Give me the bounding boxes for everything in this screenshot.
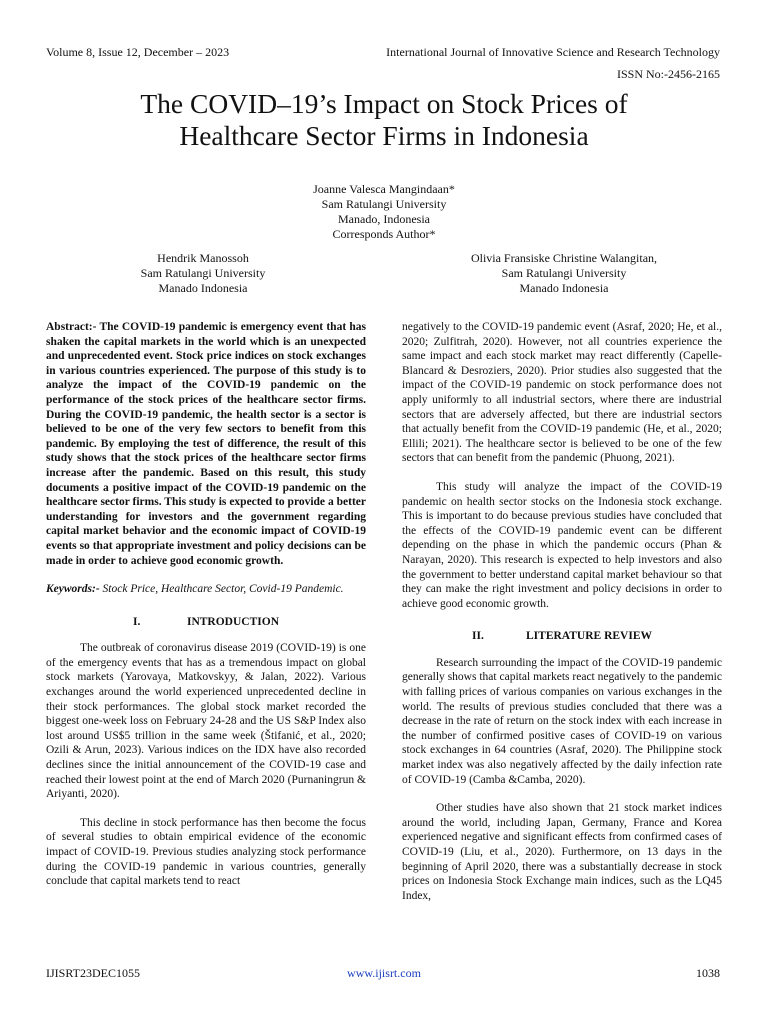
footer-website-link[interactable]: www.ijisrt.com [347,966,421,980]
author-affiliation: Sam Ratulangi University [501,266,627,280]
paragraph: Research surrounding the impact of the COVID-19 pandemic generally shows that capital markets react negatively to the pandemic with falling prices of various companies on various exchanges in the world. The results of previous studies concluded that there was a decrease in the rate of return on the stock index with each increase in the number of confirmed positive cases of COVID-19 on various stock exchanges in 64 countries (Asraf, 2020). The Philippine stock market index was also negatively affected by the daily infection rate of COVID-19 (Camba &Camba, 2020). [402,656,722,786]
footer-page-number: 1038 [696,966,720,980]
keywords-text: Stock Price, Healthcare Sector, Covid-19 Pandemic. [99,583,344,596]
section-heading-literature-review [402,629,722,644]
abstract-text: The COVID-19 pandemic is emergency event that has shaken the capital markets in the world which is an unexpected and unprecedented event. Stock price indices on stock exchanges in various countries experienced. The purpose of this study is to analyze the impact of the COVID-19 pandemic on the performance of the stock prices of the healthcare sector firms. During the COVID-19 pandemic, the health sector is a sector is believed to be one of the very few sectors to benefit from this pandemic. By employing the test of difference, the result of this study shows that the stock prices of the healthcare sector firms increase after the pandemic. Based on this result, this study documents a positive impact of the COVID-19 pandemic on the healthcare sector firms. This study is expected to provide a better understanding for investors and the government regarding capital market behavior and the economic impact of COVID-19 events so that appropriate investment and policy decisions can be made in order to achieve good economic growth. [46,321,366,567]
paragraph: This study will analyze the impact of the COVID-19 pandemic on health sector stocks on the Indonesia stock exchange. This is important to do because previous studies have concluded that the effects of the COVID-19 pandemic event can be different depending on the phase in which the pandemic occurs (Phan & Narayan, 2020). This research is expected to help investors and also the government to better understand capital market behaviour so that they can make the right investment and policy decisions in order to achieve good economic growth. [402,480,722,610]
author-name: Joanne Valesca Mangindaan* [313,182,455,196]
title-line-2: Healthcare Sector Firms in Indonesia [179,120,589,151]
author-affiliation: Sam Ratulangi University [321,197,447,211]
section-heading-introduction [46,615,366,630]
right-column [402,320,722,903]
author-affiliation: Sam Ratulangi University [140,266,266,280]
keywords [46,582,366,597]
paragraph: negatively to the COVID-19 pandemic event (Asraf, 2020; He, et al., 2020; Zulfitrah, 2020). However, not all countries experience the same impact and each stock market may react differently (Capelle-Blancard & Desroziers, 2020). Prior studies also suggested that the impact of the COVID-19 pandemic on stock performance does not apply uniformly to all industrial sectors, where there are industrial sectors that are adversely affected, but there are industrial sectors that actually benefit from the COVID-19 pandemic (He, et al., 2020; Ellili; 2021). The healthcare sector is believed to be one of the few sectors that can benefit from the pandemic (Phuong, 2021). [402,321,722,465]
left-column [46,320,366,889]
abstract-label: Abstract:- [46,321,97,333]
header-volume: Volume 8, Issue 12, December – 2023 [46,45,230,59]
paragraph: This decline in stock performance has then become the focus of several studies to obtain empirical evidence of the economic impact of COVID-19. Previous studies analyzing stock performance during the COVID-19 pandemic in various countries, generally conclude that capital markets tend to react [46,816,366,888]
author-location: Manado, Indonesia [338,212,430,226]
title-line-1: The COVID–19’s Impact on Stock Prices of [140,88,628,119]
author-block-third [414,251,714,296]
footer-article-id: IJISRT23DEC1055 [46,966,140,980]
paragraph: Other studies have also shown that 21 stock market indices around the world, including Japan, Germany, France and Korea experienced negative and significant effects from confirmed cases of COVID-19 (Liu, et al., 2020). Furthermore, on 13 days in the beginning of April 2020, there was a substantially decrease in stock prices on Indonesia Stock Exchange main indices, such as the LQ45 Index, [402,802,722,902]
author-name: Hendrik Manossoh [157,251,249,265]
author-note: Corresponds Author* [332,227,436,241]
header-issn: ISSN No:-2456-2165 [616,67,720,81]
abstract [46,320,366,568]
paragraph: The outbreak of coronavirus disease 2019 (COVID-19) is one of the emergency events that has as a tremendous impact on global stock markets (Yarovaya, Matkovskyy, & Jalan, 2022). Various exchanges around the world experienced unprecedented decline in their stock performances. The global stock market recorded the biggest one-week loss on February 24-28 and the US S&P Index also lost around US$5 trillion in the same week (Štifanić, et al., 2020; Ozili & Arun, 2023). Various indices on the IDX have also recorded declines since the initial announcement of the COVID-19 case and reached their lowest point at the end of March 2020 (Purnaningrun & Ariyanti, 2020). [46,642,366,801]
paper-title [40,88,728,152]
author-location: Manado Indonesia [519,281,609,295]
section-number: I. [132,615,141,628]
author-block-second [53,251,353,296]
section-number: II. [472,630,484,643]
author-location: Manado Indonesia [158,281,248,295]
header-journal: International Journal of Innovative Science and Research Technology [386,45,720,59]
author-name: Olivia Fransiske Christine Walangitan, [470,251,658,265]
keywords-label: Keywords:- [46,583,100,596]
author-block-first [234,182,534,242]
section-title: LITERATURE REVIEW [526,630,652,643]
section-title: INTRODUCTION [186,615,279,628]
